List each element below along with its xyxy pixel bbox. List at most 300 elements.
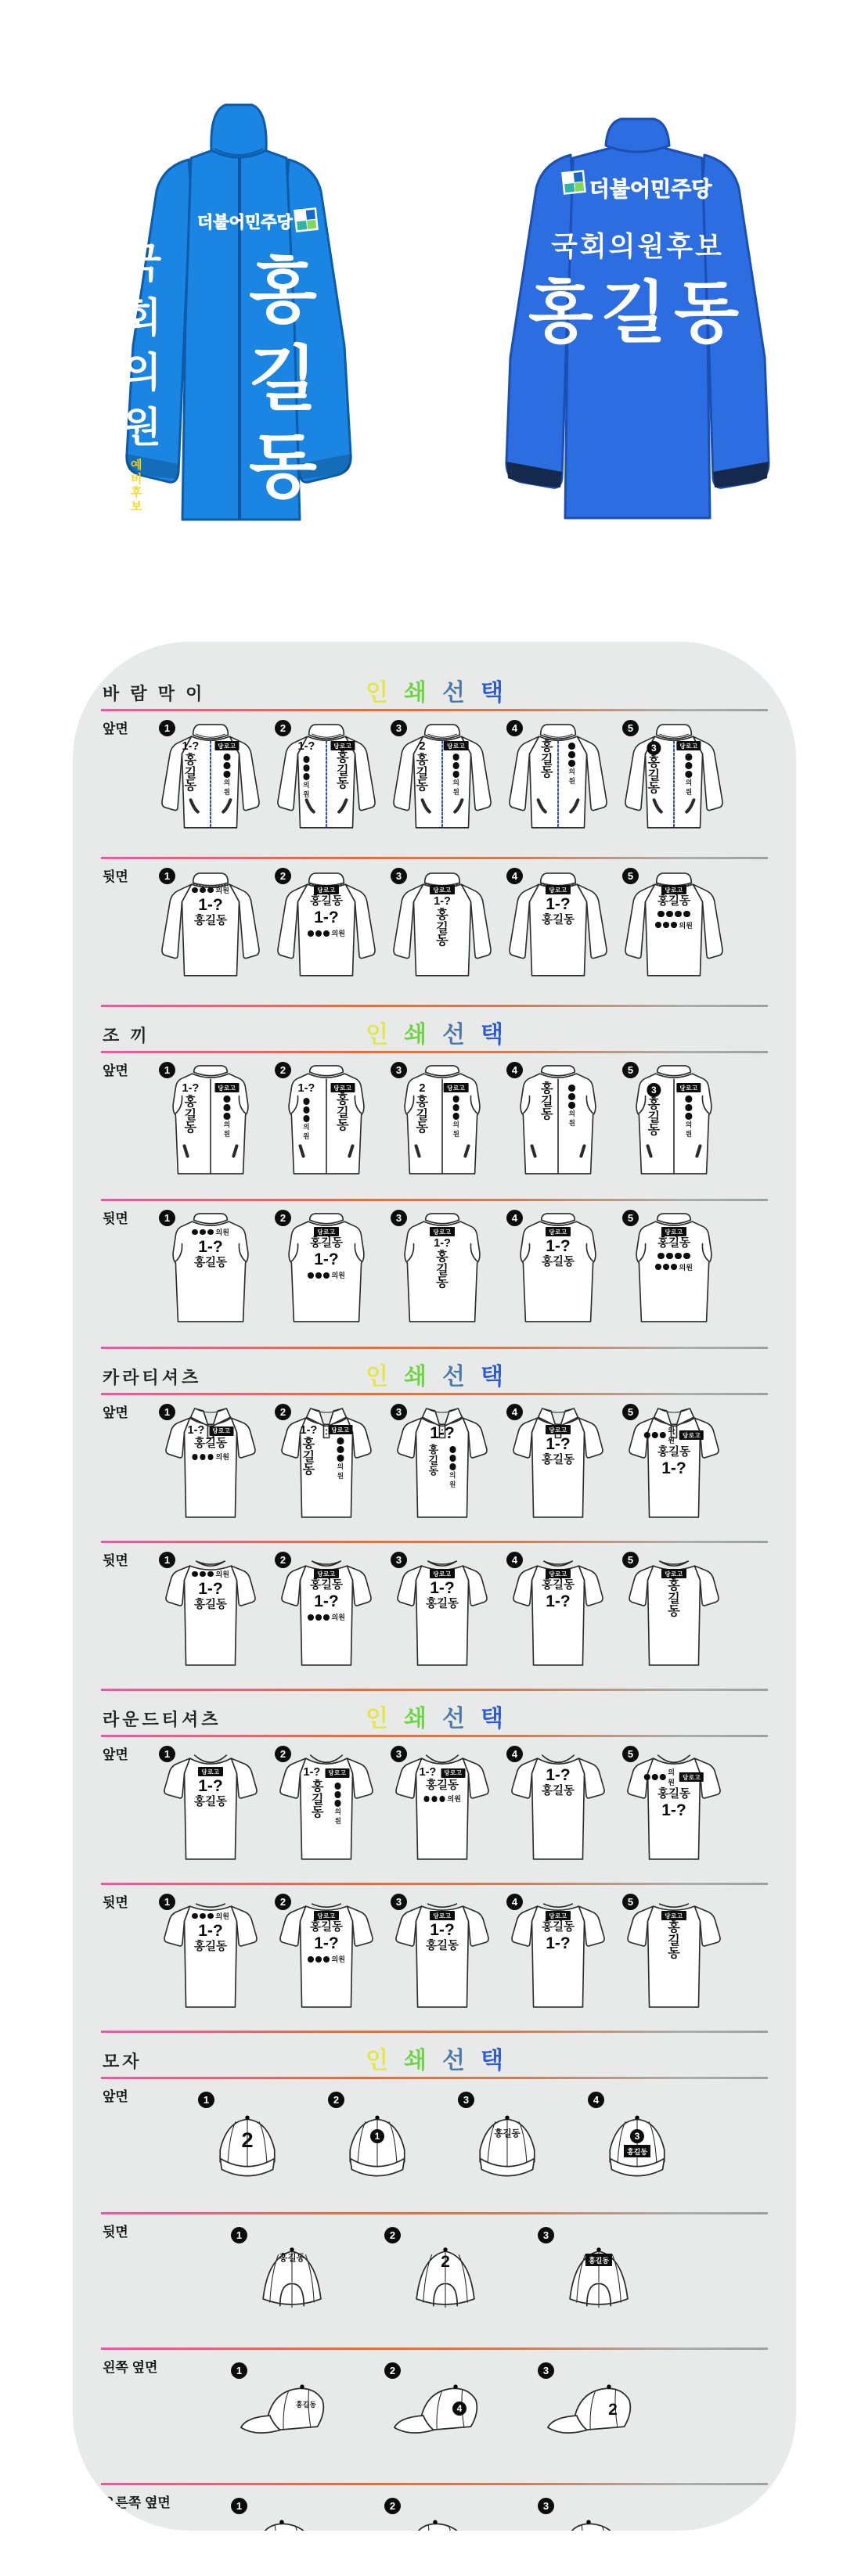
party-logo-badge: 당로고	[661, 1227, 686, 1236]
print-option[interactable]	[369, 2219, 522, 2343]
print-select-char: 쇄	[404, 1022, 427, 1048]
party-logo-char: 당	[691, 178, 712, 201]
print-option[interactable]	[384, 1400, 500, 1536]
print-text: 홍길동	[193, 1437, 228, 1451]
party-logo-char: 민	[244, 214, 261, 232]
symbol-dots-vertical	[452, 754, 459, 796]
print-option[interactable]	[442, 2084, 572, 2207]
print-char: 동	[337, 777, 349, 790]
role-sub-char: 후	[131, 486, 142, 499]
symbol-dots-with-label	[644, 1425, 675, 1445]
symbol-dot	[315, 1614, 322, 1621]
symbol-dot	[671, 1264, 677, 1270]
name-char: 길	[249, 340, 317, 419]
party-logo-char: 당	[276, 214, 293, 232]
print-text: 1-?	[661, 1459, 686, 1478]
member-label-char: 원	[223, 1129, 230, 1138]
print-option[interactable]	[268, 1058, 384, 1194]
member-label-char: 원	[303, 790, 310, 798]
option-number-badge: 2	[384, 2362, 401, 2379]
party-logo-badge: 당로고	[430, 1227, 454, 1236]
print-option[interactable]	[215, 2490, 369, 2531]
print-text: 1-?	[187, 1424, 205, 1437]
print-option[interactable]	[500, 1742, 616, 1878]
print-text: 1-?	[198, 1777, 223, 1795]
print-area	[507, 1911, 609, 1952]
member-label-char: 원	[452, 787, 459, 796]
symbol-dot	[200, 1229, 206, 1236]
member-label-char: 의	[334, 1808, 341, 1816]
print-select-char: 선	[442, 1022, 465, 1048]
party-logo-char: 더	[589, 178, 610, 201]
print-option[interactable]	[384, 1890, 500, 2026]
symbol-dot	[660, 1432, 666, 1438]
option-number-badge: 1	[231, 2227, 247, 2243]
view-label: 앞면	[103, 2089, 128, 2104]
print-option[interactable]	[616, 1890, 732, 2026]
print-option[interactable]	[500, 1548, 616, 1684]
print-select-char: 인	[366, 1364, 389, 1390]
print-text: 1-?	[546, 1766, 571, 1784]
print-select-label	[358, 1357, 511, 1391]
print-vertical-text	[668, 1580, 679, 1619]
symbol-dot	[323, 1272, 330, 1279]
print-option[interactable]	[384, 1206, 500, 1342]
party-logo-badge: 당로고	[546, 1911, 570, 1920]
print-char: 홍	[337, 751, 349, 765]
symbol-dot	[449, 1463, 456, 1470]
option-number-badge: 2	[275, 1062, 291, 1078]
print-area	[298, 741, 355, 798]
print-char: 길	[647, 1110, 661, 1124]
print-option[interactable]	[215, 2219, 369, 2343]
option-row	[101, 2485, 768, 2531]
member-label-char: 원	[685, 787, 693, 796]
print-char: 길	[337, 764, 349, 778]
flag-square	[296, 210, 306, 221]
option-number-badge: 1	[231, 2362, 247, 2379]
print-option[interactable]	[268, 1742, 384, 1878]
party-logo-badge: 당로고	[430, 1569, 454, 1578]
print-vertical-text	[185, 754, 196, 793]
symbol-dot	[334, 1800, 341, 1807]
print-area	[624, 2129, 650, 2157]
print-char: 길	[184, 1108, 197, 1122]
symbol-dots-vertical	[224, 754, 231, 796]
member-label: 의원	[215, 1453, 229, 1462]
number-symbol: 4	[452, 2402, 467, 2416]
number-symbol: 3	[647, 1083, 661, 1097]
print-option[interactable]	[153, 716, 268, 852]
section-header	[101, 2039, 768, 2075]
print-text: 홍길동	[309, 1237, 344, 1250]
party-logo-badge: 당로고	[430, 885, 454, 894]
back-party-logo	[463, 172, 812, 203]
print-area	[542, 1767, 575, 1797]
print-char: 홍	[184, 1096, 197, 1110]
garment-figure	[503, 1206, 614, 1337]
print-area	[623, 885, 725, 930]
print-option[interactable]	[616, 716, 732, 852]
print-char: 홍	[647, 756, 661, 769]
role-sub-char: 보	[131, 499, 142, 513]
print-select-label	[358, 673, 511, 707]
print-select-char: 택	[480, 680, 503, 706]
option-number-badge: 4	[506, 1552, 523, 1568]
print-option[interactable]	[384, 864, 500, 1000]
print-select-char: 인	[366, 680, 389, 706]
member-label-char: 원	[449, 1480, 456, 1488]
party-logo-char: 불	[213, 214, 229, 232]
option-number-badge: 1	[159, 868, 175, 884]
party-logo-badge: 당로고	[546, 1569, 570, 1578]
print-option[interactable]	[312, 2084, 442, 2207]
symbol-dot	[449, 1455, 456, 1462]
print-char: 동	[312, 1806, 324, 1820]
symbol-dot	[308, 930, 314, 937]
print-area	[644, 1425, 704, 1477]
member-label: 의원	[679, 1263, 693, 1272]
name-box: 홍길동	[624, 2145, 650, 2157]
option-number-badge: 1	[159, 1062, 175, 1078]
symbol-dot	[337, 1446, 344, 1453]
print-area	[585, 2254, 612, 2266]
garment-figure	[503, 1742, 614, 1873]
print-text: 1-?	[182, 740, 200, 753]
option-number-badge: 3	[391, 868, 407, 884]
print-area	[276, 885, 377, 938]
print-char: 홍	[668, 1921, 680, 1934]
option-number-badge: 4	[588, 2092, 604, 2108]
print-option[interactable]	[500, 1206, 616, 1342]
print-option[interactable]	[572, 2084, 702, 2207]
print-option[interactable]	[215, 2355, 369, 2478]
symbol-dots-vertical	[224, 1096, 231, 1138]
print-option[interactable]	[182, 2084, 312, 2207]
print-option[interactable]	[616, 1400, 732, 1536]
print-vertical-text	[337, 1094, 348, 1133]
print-option[interactable]	[616, 1548, 732, 1684]
print-char: 길	[541, 753, 553, 767]
symbol-dot	[663, 1264, 669, 1270]
option-row	[101, 859, 768, 1003]
symbol-dots-with-label	[655, 920, 693, 930]
print-char: 홍	[541, 740, 553, 754]
garment-figure	[387, 1548, 498, 1679]
option-number-badge: 2	[275, 1210, 291, 1226]
symbol-dots-with-label	[192, 885, 229, 895]
party-logo-char: 민	[650, 178, 672, 201]
symbol-dot	[200, 1571, 206, 1578]
option-number-badge: 2	[384, 2227, 401, 2243]
symbol-dot	[568, 1085, 575, 1092]
garment-figure	[386, 2499, 505, 2531]
print-option[interactable]	[616, 1742, 732, 1878]
print-area	[182, 1083, 240, 1138]
symbol-dot	[323, 930, 330, 937]
member-label-char: 의	[452, 779, 459, 786]
print-area	[623, 1227, 725, 1272]
print-option[interactable]	[616, 864, 732, 1000]
garment-figure	[155, 1890, 266, 2021]
print-text: 1-?	[546, 1934, 571, 1953]
print-option[interactable]	[500, 864, 616, 1000]
section-title: 조 끼	[103, 1026, 150, 1045]
symbol-dot	[686, 754, 693, 761]
number-symbol: 3	[647, 741, 661, 755]
symbol-dot	[449, 1446, 456, 1453]
symbol-dot	[303, 1098, 310, 1105]
symbol-dots-vertical	[303, 1098, 310, 1140]
party-logo-badge: 당로고	[430, 1911, 454, 1920]
print-select-char: 인	[366, 1022, 389, 1048]
option-number-badge: 1	[198, 2092, 214, 2108]
print-char: 길	[302, 1450, 315, 1464]
garment-figure	[232, 2229, 351, 2332]
symbol-dots-with-label	[308, 1612, 345, 1622]
party-logo-badge: 당로고	[661, 885, 686, 894]
print-text: 홍길동	[541, 1921, 575, 1934]
party-logo-badge: 당로고	[209, 1427, 233, 1436]
print-char: 홍	[541, 1082, 553, 1096]
print-option[interactable]	[616, 1058, 732, 1194]
print-option[interactable]	[500, 1400, 616, 1536]
print-vertical-text	[541, 1083, 553, 1122]
print-area	[452, 2402, 467, 2416]
option-number-badge: 5	[622, 1746, 639, 1762]
print-option[interactable]	[500, 1058, 616, 1194]
option-number-badge: 3	[391, 1894, 407, 1910]
print-vertical-text	[541, 741, 553, 780]
print-option[interactable]	[616, 1206, 732, 1342]
print-text: 1-?	[297, 740, 315, 753]
member-label: 의원	[215, 1229, 229, 1236]
symbol-dot	[192, 887, 198, 894]
print-option[interactable]	[153, 1742, 268, 1878]
print-option[interactable]	[153, 864, 268, 1000]
print-char: 홍	[436, 908, 449, 923]
symbol-dot	[303, 756, 310, 763]
print-vertical-text	[337, 752, 348, 791]
symbol-dot	[568, 760, 575, 767]
print-area	[276, 1911, 377, 1964]
garment-figure	[387, 1890, 498, 2021]
print-vertical-text	[648, 1099, 660, 1138]
symbol-dot	[568, 743, 575, 750]
number-symbol: 3	[630, 2129, 644, 2143]
symbol-dot	[683, 911, 690, 918]
option-number-badge: 4	[506, 1746, 523, 1762]
print-option[interactable]	[268, 716, 384, 852]
print-char: 동	[428, 1465, 439, 1477]
option-number-badge: 3	[458, 2092, 474, 2108]
print-text: 홍길동	[657, 1446, 691, 1459]
print-option[interactable]	[268, 1548, 384, 1684]
print-option[interactable]	[268, 864, 384, 1000]
print-text: 1-?	[198, 1580, 223, 1598]
print-option[interactable]	[268, 1890, 384, 2026]
print-char: 홍	[302, 1437, 315, 1452]
print-select-char: 인	[366, 1706, 389, 1732]
print-option[interactable]	[268, 1400, 384, 1536]
print-option[interactable]	[500, 716, 616, 852]
symbol-dot	[315, 930, 322, 937]
print-area	[276, 1569, 377, 1622]
print-char: 동	[302, 1463, 315, 1477]
symbol-dot	[315, 1272, 322, 1279]
garment-figure	[387, 1742, 498, 1873]
symbol-dot	[686, 1113, 693, 1120]
print-char: 길	[184, 766, 197, 780]
print-option[interactable]	[369, 2490, 522, 2531]
symbol-dot	[224, 1113, 231, 1120]
print-option[interactable]	[369, 2355, 522, 2478]
symbol-dot	[224, 1096, 231, 1103]
print-char: 동	[647, 1124, 661, 1137]
print-select-char: 쇄	[404, 2048, 427, 2074]
row-divider	[101, 1689, 768, 1691]
print-text: 1-?	[314, 1934, 339, 1953]
print-text: 1-?	[303, 1766, 321, 1779]
print-area	[647, 741, 701, 796]
member-label-char: 원	[568, 776, 575, 785]
print-text: 1-?	[300, 1424, 318, 1437]
print-option[interactable]	[153, 1058, 268, 1194]
print-select-char: 택	[480, 1706, 503, 1732]
member-label: 의원	[331, 1272, 345, 1280]
print-option[interactable]	[522, 2355, 675, 2478]
symbol-dot	[452, 1104, 459, 1111]
print-area	[391, 1569, 493, 1610]
party-logo-badge: 당로고	[661, 1911, 686, 1920]
option-number-badge: 4	[506, 868, 523, 884]
print-option[interactable]	[384, 1058, 500, 1194]
print-area	[370, 2129, 384, 2143]
print-option[interactable]	[153, 1206, 268, 1342]
symbol-dot	[224, 762, 231, 769]
party-flag-icon	[562, 171, 585, 194]
symbol-dot	[568, 751, 575, 758]
symbol-dot	[666, 911, 673, 918]
garment-figure	[232, 2499, 351, 2531]
party-logo-char: 어	[629, 178, 650, 201]
print-option[interactable]	[153, 1400, 268, 1536]
garment-figure	[448, 2093, 567, 2196]
symbol-dot	[644, 1432, 650, 1438]
flag-square	[574, 182, 584, 192]
print-option[interactable]	[268, 1206, 384, 1342]
symbol-dot	[192, 1454, 198, 1460]
print-char: 홍	[668, 1579, 680, 1592]
print-char: 길	[541, 1095, 553, 1109]
print-option[interactable]	[384, 1548, 500, 1684]
symbol-dot	[207, 1229, 214, 1236]
print-option[interactable]	[384, 1742, 500, 1878]
view-label: 뒷면	[103, 869, 128, 884]
symbol-dots-with-label	[192, 1227, 229, 1237]
print-char: 길	[428, 1454, 439, 1466]
print-area	[391, 1227, 493, 1290]
print-select-char: 선	[442, 2048, 465, 2074]
party-logo-char: 주	[261, 214, 277, 232]
party-name-text	[589, 172, 712, 203]
print-option[interactable]	[522, 2219, 675, 2343]
member-label-char: 의	[337, 1462, 344, 1470]
member-label: 의원	[447, 1795, 461, 1804]
party-logo-badge: 당로고	[661, 1569, 686, 1578]
number-symbol: 1	[370, 2129, 384, 2143]
flag-square	[573, 172, 583, 182]
print-char: 동	[541, 1108, 553, 1121]
print-text: 홍길동	[657, 895, 691, 908]
print-select-char: 택	[480, 1364, 503, 1390]
option-number-badge: 1	[159, 1210, 175, 1226]
print-text: 1-?	[546, 895, 571, 913]
print-option[interactable]	[522, 2490, 675, 2531]
print-text: 1-?	[546, 1592, 571, 1611]
flag-square	[564, 183, 575, 193]
print-text: 1-?	[314, 1592, 339, 1611]
symbol-dot	[224, 754, 231, 761]
print-text: 홍길동	[193, 915, 228, 928]
print-area	[298, 1083, 355, 1140]
option-number-badge: 3	[538, 2362, 554, 2379]
front-role-sub-text	[131, 459, 142, 513]
print-text: 1-?	[430, 1579, 455, 1597]
symbol-dot	[686, 1096, 693, 1103]
party-logo-badge: 당로고	[198, 1767, 222, 1776]
garment-figure	[539, 2229, 658, 2332]
print-select-char: 선	[442, 680, 465, 706]
print-area	[160, 1911, 261, 1953]
flag-square	[305, 210, 315, 220]
print-area	[391, 885, 493, 948]
print-text: 홍길동	[657, 1237, 691, 1250]
symbol-dot	[323, 1614, 330, 1621]
print-option[interactable]	[500, 1890, 616, 2026]
symbol-dots-with-label	[644, 1767, 675, 1787]
symbol-dot	[303, 765, 310, 772]
party-logo-badge: 당로고	[546, 1227, 570, 1236]
member-label-char: 원	[223, 787, 230, 796]
jacket-front-photo	[78, 88, 399, 540]
party-logo-badge: 당로고	[330, 741, 355, 750]
symbol-dot	[323, 1956, 330, 1963]
symbol-dot	[303, 1106, 310, 1114]
option-number-badge: 5	[622, 1404, 639, 1420]
symbol-dot	[308, 1956, 314, 1963]
print-area	[160, 1569, 261, 1611]
print-option[interactable]	[153, 1890, 268, 2026]
symbol-dots-with-label	[308, 1954, 345, 1964]
garment-figure	[318, 2093, 437, 2196]
symbol-dot	[657, 911, 665, 918]
symbol-dot	[666, 1253, 673, 1260]
symbol-dot	[568, 1102, 575, 1109]
garment-figure	[386, 2364, 505, 2467]
party-logo-badge: 당로고	[214, 741, 239, 750]
name-char: 홍	[249, 253, 317, 331]
flag-square	[297, 221, 307, 231]
print-option[interactable]	[153, 1548, 268, 1684]
symbol-dot	[303, 1115, 310, 1122]
view-label: 뒷면	[103, 1895, 128, 1910]
party-logo-badge: 당로고	[441, 1768, 465, 1778]
print-text: 1-?	[314, 1250, 339, 1269]
print-option[interactable]	[384, 716, 500, 852]
print-char: 홍	[184, 754, 197, 768]
print-text: 1-?	[546, 1435, 571, 1453]
